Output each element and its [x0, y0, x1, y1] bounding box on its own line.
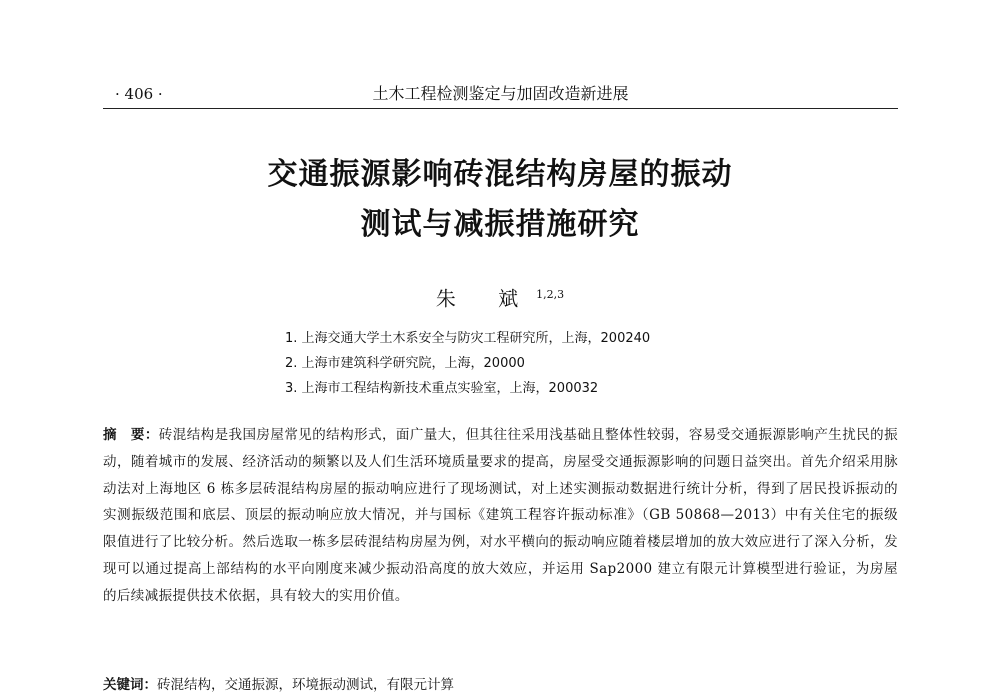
- affiliation-1: 1. 上海交通大学土木系安全与防灾工程研究所，上海，200240: [285, 331, 651, 346]
- running-header: [103, 82, 898, 109]
- abstract-text: 砖混结构是我国房屋常见的结构形式，面广量大，但其往往采用浅基础且整体性较弱，容易受交通振源影响产生扰民的振动，随着城市的发展、经济活动的频繁以及人们生活环境质量要求的提高，房屋受交通振源影响的问题日益突出。首先介绍采用脉动法对上海地区 6 栋多层砖混结构房屋的振动响应进行了现场测试，对上述实测振动数据进行统计分析，得到了居民投诉振动的实测振级范围和底层、顶层的振动响应放大情况，并与国标《建筑工程容许振动标准》（GB 50868—2013）中有关住宅的振级限值进行了比较分析。然后选取一栋多层砖混结构房屋为例，对水平横向的振动响应随着楼层增加的放大效应进行了深入分析，发现可以通过提高上部结构的水平向刚度来减少振动沿高度的放大效应，并运用 Sap2000 建立有限元计算模型进行验证，为房屋的后续减振提供技术依据，具有较大的实用价值。: [103, 427, 898, 604]
- abstract: [103, 422, 898, 610]
- page-number: · 406 ·: [115, 85, 163, 103]
- title-line-1: 交通振源影响砖混结构房屋的振动: [267, 157, 733, 192]
- author: [100, 280, 900, 314]
- running-title: 土木工程检测鉴定与加固改造新进展: [372, 84, 629, 103]
- keywords: [103, 673, 898, 697]
- title-line-2: 测试与减振措施研究: [360, 207, 640, 242]
- paper-title: [100, 150, 900, 250]
- author-name: 朱 斌: [435, 286, 537, 311]
- keywords-text: 砖混结构，交通振源，环境振动测试，有限元计算: [157, 677, 454, 693]
- affiliations: [285, 326, 650, 401]
- abstract-label: 摘 要：: [103, 427, 159, 443]
- keywords-label: 关键词：: [103, 677, 157, 693]
- affiliation-3: 3. 上海市工程结构新技术重点实验室，上海，200032: [285, 381, 599, 396]
- affiliation-2: 2. 上海市建筑科学研究院，上海，20000: [285, 356, 525, 371]
- author-affiliation-marks: 1,2,3: [536, 288, 565, 301]
